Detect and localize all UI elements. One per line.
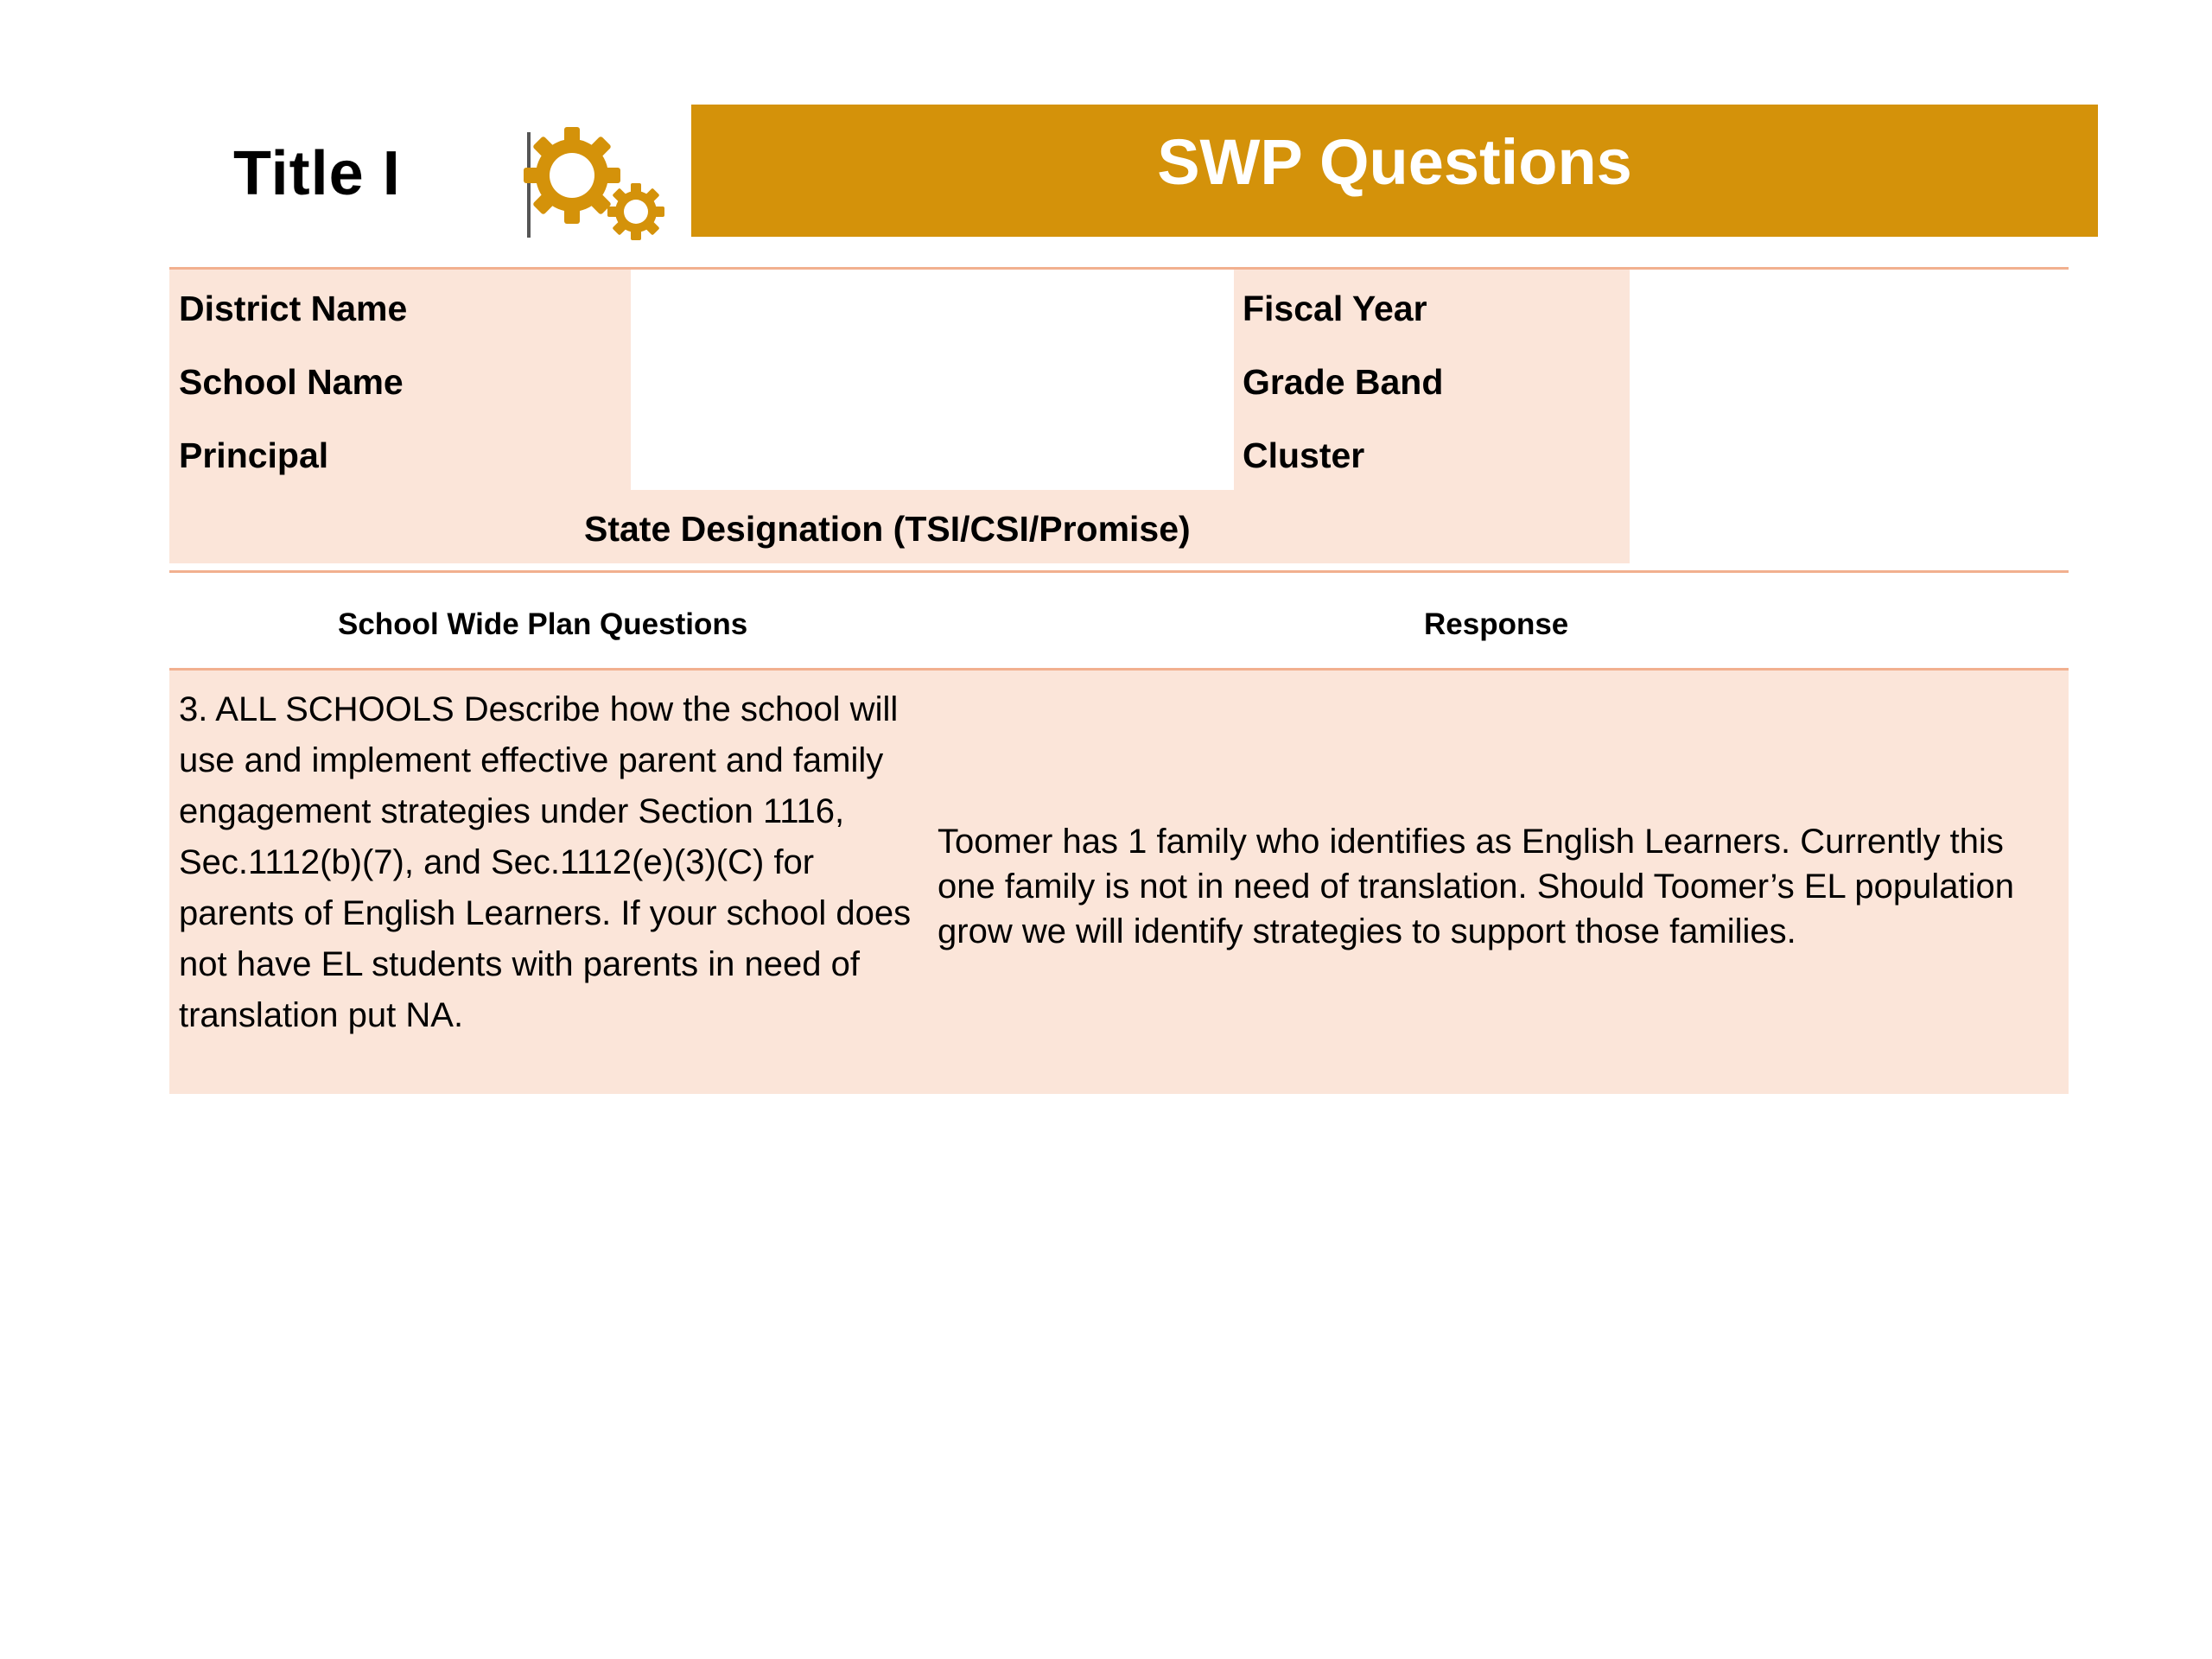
fiscal-year-label: Fiscal Year (1243, 289, 1427, 328)
banner-title: SWP Questions (1157, 126, 1632, 198)
school-name-label: School Name (179, 362, 404, 402)
gears-icon (518, 125, 670, 242)
divider (169, 570, 2069, 573)
question-text: 3. ALL SCHOOLS Describe how the school will use and implement effective parent and family engagement strategies under Section 1116, Sec.1112(b)(7), and Sec.1112(e)(3)(C) for parents of English Learners. If your school does not have EL students with parents in need of translation put NA. (179, 690, 912, 1034)
page-title-left: Title I (233, 139, 401, 208)
question-column-header: School Wide Plan Questions (338, 607, 748, 641)
response-text: Toomer has 1 family who identifies as English Learners. Currently this one family is not in need of translation. Should Toomer’s EL population grow we will identify strategies to support those families. (938, 823, 2014, 950)
state-designation-label: State Designation (TSI/CSI/Promise) (584, 509, 1191, 549)
principal-label: Principal (179, 435, 329, 475)
header-banner (691, 105, 2098, 237)
response-column-header: Response (1424, 607, 1569, 641)
district-name-label: District Name (179, 289, 408, 328)
cluster-label: Cluster (1243, 435, 1365, 475)
grade-band-label: Grade Band (1243, 362, 1444, 402)
